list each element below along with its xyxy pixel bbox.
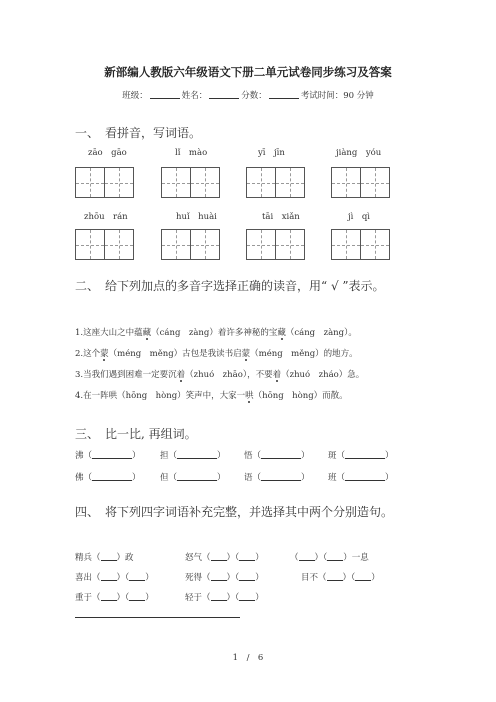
section4-heading: 四、 将下列四字词语补充完整，并选择其中两个分别造句。	[75, 505, 394, 519]
compare-item[interactable]: 佛（ ）	[75, 473, 141, 483]
time-label: 考试时间：90 分钟	[300, 91, 374, 101]
writing-grid[interactable]	[161, 229, 220, 260]
polyphone-item-2: 2.这个蒙（méng měng）古包是我读书启蒙（méng měng）的地方。	[75, 349, 358, 359]
compare-item[interactable]: 悟（ ）	[244, 451, 310, 461]
document-title: 新部编人教版六年级语文下册二单元试卷同步练习及答案	[104, 65, 392, 79]
pinyin-2: lǐ mào	[175, 148, 208, 158]
pinyin-6: huǐ huài	[176, 212, 217, 222]
writing-grid[interactable]	[246, 167, 305, 198]
polyphone-item-1: 1.这座大山之中蕴藏（cáng zàng）着许多神秘的宝藏（cáng zàng）。	[75, 328, 357, 338]
pinyin-5: zhōu rán	[84, 212, 128, 222]
idiom-item[interactable]: （ ）（ ）一息	[290, 553, 369, 563]
polyphone-item-4: 4.在一阵哄（hōng hòng）笑声中，大家一哄（hōng hòng）而散。	[75, 391, 348, 401]
pinyin-1: zāo gāo	[88, 148, 127, 158]
writing-grid[interactable]	[75, 229, 134, 260]
idiom-item[interactable]: 重于（ ）（ ）	[75, 593, 154, 603]
compare-item[interactable]: 语（ ）	[244, 473, 310, 483]
page-number: 1 / 6	[232, 653, 264, 663]
writing-grid[interactable]	[331, 229, 390, 260]
idiom-item[interactable]: 喜出（ ）（ ）	[75, 573, 154, 583]
writing-grid[interactable]	[246, 229, 305, 260]
writing-grid[interactable]	[75, 167, 134, 198]
class-label: 班级：	[122, 91, 148, 101]
idiom-item[interactable]: 目不（ ）（ ）	[301, 573, 380, 583]
name-blank	[209, 90, 239, 99]
pinyin-8: jì qì	[348, 212, 371, 222]
compare-item[interactable]: 班（ ）	[328, 473, 394, 483]
pinyin-7: tāi xiǎn	[262, 212, 300, 222]
score-blank	[269, 90, 299, 99]
idiom-item[interactable]: 死得（ ）（ ）	[185, 573, 264, 583]
section3-heading: 三、 比一比, 再组词。	[75, 427, 197, 441]
writing-grid[interactable]	[161, 167, 220, 198]
sentence-answer-line[interactable]	[75, 617, 240, 618]
name-label: 姓名：	[181, 91, 208, 101]
writing-grid[interactable]	[331, 167, 390, 198]
section1-heading: 一、 看拼音，写词语。	[75, 126, 202, 140]
pinyin-3: yī jīn	[258, 148, 285, 158]
compare-item[interactable]: 斑（ ）	[328, 451, 394, 461]
idiom-item[interactable]: 精兵（ ）政	[75, 553, 134, 563]
compare-item[interactable]: 但（ ）	[160, 473, 226, 483]
score-label: 分数：	[241, 91, 267, 101]
pinyin-4: jiàng yóu	[336, 148, 382, 158]
compare-item[interactable]: 担（ ）	[160, 451, 226, 461]
section2-heading: 二、 给下列加点的多音字选择正确的读音，用“ √ ”表示。	[75, 279, 385, 293]
student-info-line	[0, 89, 496, 101]
idiom-item[interactable]: 轻于（ ）（ ）	[185, 593, 264, 603]
polyphone-item-3: 3.当我们遇到困难一定要沉着（zhuó zhāo），不要着（zhuó zháo）急。	[75, 370, 365, 380]
class-blank	[150, 90, 180, 99]
compare-item[interactable]: 沸（ ）	[75, 451, 141, 461]
idiom-item[interactable]: 怒气（ ）（ ）	[185, 553, 264, 563]
